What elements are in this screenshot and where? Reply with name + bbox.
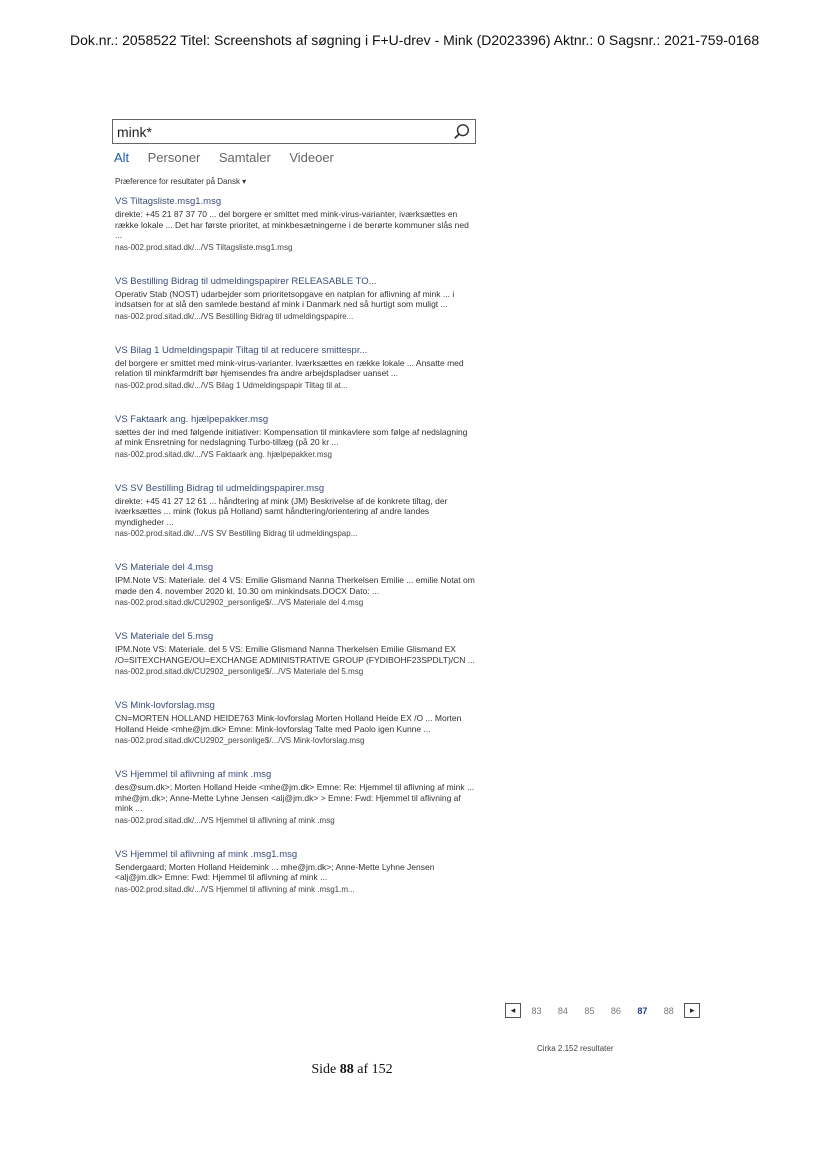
- result-url: nas-002.prod.sitad.dk/CU2902_personlige$/.../VS Materiale del 4.msg: [115, 598, 364, 607]
- result-snippet: Operativ Stab (NOST) udarbejder som prioritetsopgave en natplan for aflivning af mink ... i indsatsen for at slå den samlede bestand af mink i Danmark ned så hurtigt som muligt ...: [115, 288, 455, 309]
- result-url: nas-002.prod.sitad.dk/.../VS Bestilling Bidrag til udmeldingspapire...: [115, 311, 354, 321]
- result-item: [115, 483, 475, 540]
- search-icon[interactable]: [453, 123, 471, 141]
- tab-alt[interactable]: Alt: [114, 150, 130, 165]
- result-item: [115, 769, 475, 826]
- result-url: nas-002.prod.sitad.dk/.../VS Bilag 1 Udmeldingspapir Tiltag til at...: [115, 380, 348, 390]
- prev-page-button[interactable]: ◂: [505, 1003, 521, 1018]
- language-preference-dropdown[interactable]: Præference for resultater på Dansk ▾: [115, 177, 247, 186]
- result-title-link[interactable]: VS Bestilling Bidrag til udmeldingspapirer RELEASABLE TO...: [115, 275, 377, 287]
- result-title-link[interactable]: VS Hjemmel til aflivning af mink .msg1.msg: [115, 848, 298, 860]
- result-title-link[interactable]: VS Faktaark ang. hjælpepakker.msg: [115, 413, 269, 425]
- result-snippet: IPM.Note VS: Materiale. del 5 VS: Emilie Glismand Nanna Therkelsen Emilie Glismand EX /O=SITEXCHANGE/OU=EXCHANGE ADMINISTRATIVE GROUP (FYDIBOHF23SPDLT)/CN ...: [115, 644, 475, 665]
- page-link-88[interactable]: 88: [663, 1005, 674, 1016]
- page-link-85[interactable]: 85: [584, 1005, 595, 1016]
- result-snippet: des@sum.dk>; Morten Holland Heide <mhe@jm.dk> Emne: Re: Hjemmel til aflivning af mink ... mhe@jm.dk>; Anne-Mette Lyhne Jensen <alj@jm.dk> > Emne: Fwd: Hjemmel til aflivning af mink ...: [115, 782, 475, 813]
- result-snippet: Sendergaard; Morten Holland Heidemink ... mhe@jm.dk>; Anne-Mette Lyhne Jensen <alj@jm.dk> Emne: Fwd: Hjemmel til aflivning af mink ...: [115, 861, 435, 882]
- result-count: Cirka 2.152 resultater: [537, 1044, 614, 1053]
- tab-personer[interactable]: Personer: [147, 150, 201, 165]
- result-item: [115, 631, 475, 677]
- result-item: [115, 345, 475, 391]
- search-tabs: [114, 149, 348, 167]
- result-item: [115, 700, 475, 746]
- result-url: nas-002.prod.sitad.dk/.../VS Tiltagsliste.msg1.msg: [115, 242, 293, 252]
- result-url: nas-002.prod.sitad.dk/.../VS Hjemmel til aflivning af mink .msg: [115, 815, 335, 825]
- search-box[interactable]: [112, 119, 476, 144]
- result-snippet: direkte: +45 41 27 12 61 ... håndtering af mink (JM) Beskrivelse af de konkrete tiltag, der iværksættes ... mink (fokus på Holland) samt håndtering/orientering af andre landes myndigheder ...: [115, 495, 448, 527]
- next-page-button[interactable]: ▸: [684, 1003, 700, 1018]
- page-link-84[interactable]: 84: [557, 1005, 568, 1016]
- result-item: [115, 562, 475, 608]
- page-footer: [0, 1062, 704, 1078]
- result-url: nas-002.prod.sitad.dk/.../VS SV Bestilling Bidrag til udmeldingspap...: [115, 529, 358, 538]
- result-url: nas-002.prod.sitad.dk/.../VS Faktaark ang. hjælpepakker.msg: [115, 449, 333, 459]
- result-snippet: del borgere er smittet med mink-virus-varianter. Iværksættes en række lokale ... Ansatte med relation til minkfarmdrift bør hjemsendes fra andre arbejdspladser uanset ...: [115, 357, 464, 378]
- result-item: [115, 276, 475, 322]
- result-url: nas-002.prod.sitad.dk/.../VS Hjemmel til aflivning af mink .msg1.m...: [115, 884, 355, 894]
- result-item: [115, 196, 475, 253]
- document-header: Dok.nr.: 2058522 Titel: Screenshots af søgning i F+U-drev - Mink (D2023396) Aktnr.: 0 Sagsnr.: 2021-759-0168: [70, 32, 760, 48]
- result-snippet: CN=MORTEN HOLLAND HEIDE763 Mink-lovforslag Morten Holland Heide EX /O ... Morten Holland Heide <mhe@jm.dk> Emne: Mink-lovforslag Talte med Paolo igen Kunne ...: [115, 713, 462, 734]
- result-title-link[interactable]: VS Materiale del 4.msg: [115, 562, 214, 573]
- result-title-link[interactable]: VS Hjemmel til aflivning af mink .msg: [115, 769, 272, 780]
- result-url: nas-002.prod.sitad.dk/CU2902_personlige$/.../VS Mink-lovforslag.msg: [115, 736, 365, 745]
- footer-prefix: Side: [311, 1062, 340, 1077]
- result-snippet: sættes der ind med følgende initiativer: Kompensation til minkavlere som følge af nedslagning af mink Ensretning for nedslagning Turbo-tillæg (på 20 kr ...: [115, 426, 468, 447]
- footer-page-number: 88: [339, 1062, 354, 1077]
- page-link-86[interactable]: 86: [610, 1005, 621, 1016]
- result-title-link[interactable]: VS Bilag 1 Udmeldingspapir Tiltag til at reducere smittespr...: [115, 344, 368, 356]
- tab-videoer[interactable]: Videoer: [289, 150, 334, 165]
- result-title-link[interactable]: VS Mink-lovforslag.msg: [115, 700, 215, 711]
- result-title-link[interactable]: VS Tiltagsliste.msg1.msg: [115, 196, 222, 207]
- pagination: [505, 1002, 700, 1018]
- search-results-list: [115, 196, 475, 918]
- result-item: [115, 849, 475, 895]
- search-input[interactable]: [117, 122, 437, 141]
- result-title-link[interactable]: VS SV Bestilling Bidrag til udmeldingspapirer.msg: [115, 482, 325, 494]
- result-snippet: direkte: +45 21 87 37 70 ... del borgere er smittet med mink-virus-varianter, iværksættes en række lokale ... Det har første prioritet, at minkbesætningerne i de berørte kommuner slås ned ...: [115, 209, 469, 240]
- page-link-83[interactable]: 83: [531, 1005, 542, 1016]
- page-link-current: 87: [637, 1005, 648, 1016]
- tab-samtaler[interactable]: Samtaler: [218, 150, 271, 165]
- result-snippet: IPM.Note VS: Materiale. del 4 VS: Emilie Glismand Nanna Therkelsen Emilie ... emilie Notat om møde den 4. november 2020 kl. 10.30 om minkindsats.DOCX Dato: ...: [115, 575, 475, 596]
- result-url: nas-002.prod.sitad.dk/CU2902_personlige$/.../VS Materiale del 5.msg: [115, 667, 364, 676]
- result-item: [115, 414, 475, 460]
- result-title-link[interactable]: VS Materiale del 5.msg: [115, 631, 214, 642]
- footer-suffix: af 152: [353, 1062, 393, 1077]
